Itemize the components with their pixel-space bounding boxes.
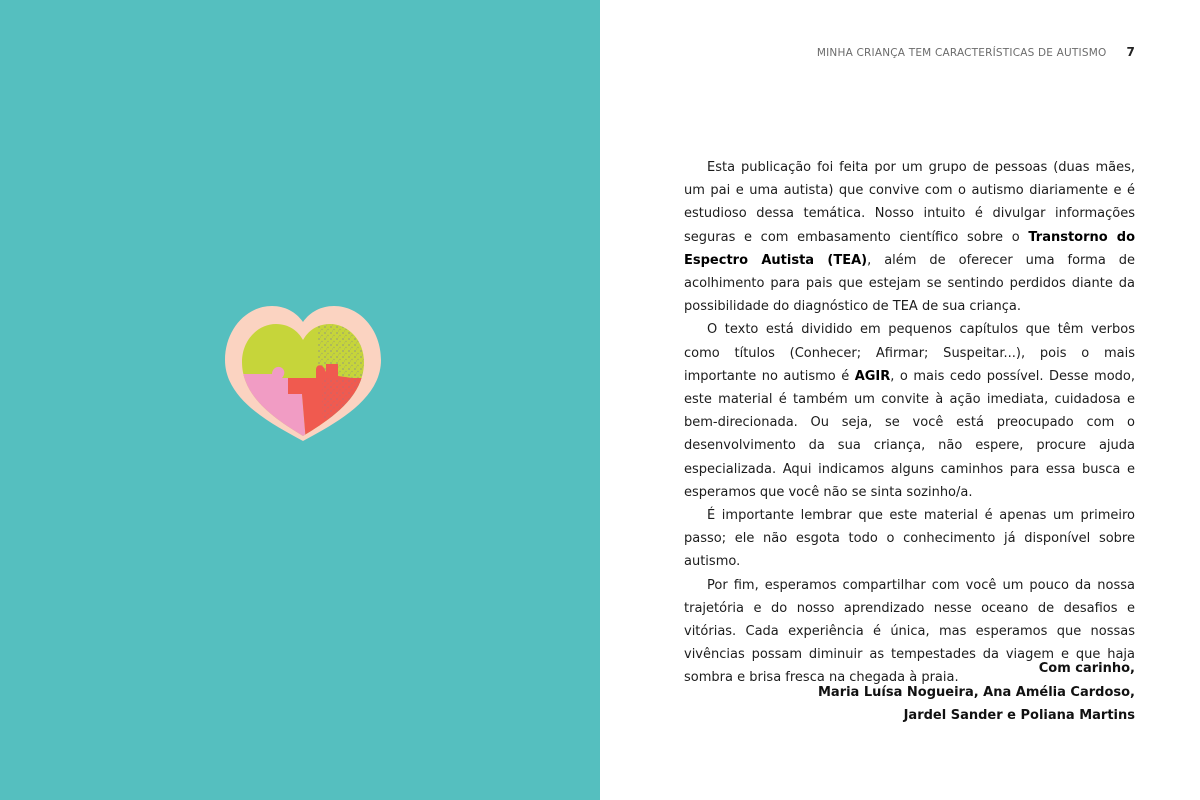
paragraph-3: É importante lembrar que este material é apenas um primeiro passo; ele não esgota todo o conhecimento já disponível sobre autismo.	[684, 508, 1135, 570]
body-text	[684, 156, 1135, 690]
signature-closing: Com carinho,	[1038, 661, 1135, 676]
running-header-title: MINHA CRIANÇA TEM CARACTERÍSTICAS DE AUTISMO	[816, 47, 1107, 59]
running-header	[817, 45, 1135, 59]
bold-term-tea: Transtorno do Espectro Autista (TEA)	[684, 229, 1135, 268]
paragraph-4: Por fim, esperamos compartilhar com você um pouco da nossa trajetória e do nosso aprendizado nesse oceano de desafios e vitórias. Cada experiência é única, mas esperamos que nossas vivências possam diminuir as tempestades da viagem e que haja sombra e brisa fresca na chegada à praia.	[684, 577, 1135, 686]
page-number: 7	[1126, 45, 1135, 59]
paragraph-1: Esta publicação foi feita por um grupo de pessoas (duas mães, um pai e uma autista) que convive com o autismo diariamente e é estudioso dessa temática. Nosso intuito é divulgar informações seguras e com embasamento científico sobre o Transtorno do Espectro Autista (TEA), além de oferecer uma forma de acolhimento para pais que estejam se sentindo perdidos diante da possibilidade do diagnóstico de TEA de sua criança.	[684, 160, 1135, 315]
puzzle-heart-icon	[222, 302, 384, 442]
text-page-right	[600, 0, 1200, 800]
paragraph-2: O texto está dividido em pequenos capítulos que têm verbos como títulos (Conhecer; Afirmar; Suspeitar...), pois o mais importante no autismo é AGIR, o mais cedo possível. Desse modo, este material é também um convite à ação imediata, cuidadosa e bem-direcionada. Ou seja, se você está preocupado com o desenvolvimento da sua criança, não espere, procure ajuda especializada. Aqui indicamos alguns caminhos para essa busca e esperamos que você não se sinta sozinho/a.	[684, 322, 1135, 500]
signature-authors-line-2: Jardel Sander e Poliana Martins	[903, 708, 1135, 723]
signature-authors-line-1: Maria Luísa Nogueira, Ana Amélia Cardoso,	[817, 684, 1135, 700]
signature-block	[818, 657, 1135, 728]
bold-term-agir: AGIR	[854, 368, 891, 384]
